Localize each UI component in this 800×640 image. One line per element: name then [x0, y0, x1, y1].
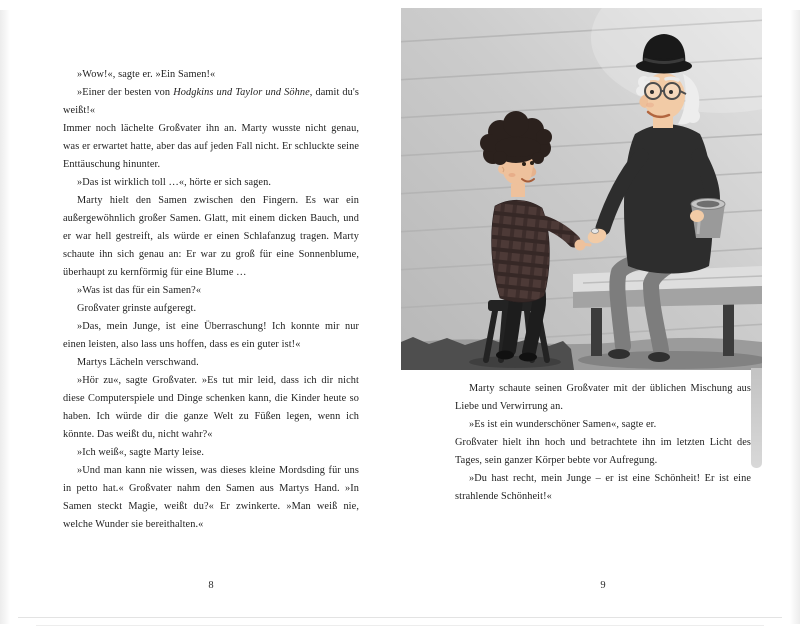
page-edge-right: [790, 10, 800, 624]
paragraph: »Das, mein Junge, ist eine Überraschung! Ich konnte mir nur einen leisten, also lass uns hoffen, dass es ein guter ist!«: [63, 321, 359, 350]
paragraph: Martys Lächeln verschwand.: [77, 357, 199, 368]
paragraph: »Was ist das für ein Samen?«: [77, 285, 202, 296]
right-text-column: [455, 380, 751, 506]
paragraph: Marty schaute seinen Großvater mit der üblichen Mischung aus Liebe und Verwirrung an.: [455, 383, 751, 412]
page-edge-bottom: [36, 625, 764, 626]
paragraph: Großvater hielt ihn hoch und betrachtete ihn im letzten Licht des Tages, sein ganzer Körper bebte vor Aufregung.: [455, 437, 751, 466]
paragraph: »Ich weiß«, sagte Marty leise.: [77, 447, 205, 458]
page-edge-left: [0, 10, 10, 624]
paragraph: »Wow!«, sagte er. »Ein Samen!«: [77, 69, 216, 80]
illustration-svg: [401, 8, 762, 370]
paragraph: »Und man kann nie wissen, was dieses kleine Mordsding für uns in petto hat.« Großvater nahm den Samen aus Martys Hand. »In Samen steckt Magie, weißt du?« Er zwinkerte. »Man weiß nie, welche Wunder sie bereithalten.«: [63, 465, 359, 530]
page-number-right: 9: [600, 580, 606, 591]
paragraph: Immer noch lächelte Großvater ihn an. Marty wusste nicht genau, was er erwartet hatte, aber das auf jeden Fall nicht. Er schluckte seine Enttäuschung hinunter.: [63, 123, 359, 170]
illustration-edge-bleed: [751, 368, 762, 468]
seed: [591, 229, 598, 234]
paragraph: Großvater grinste aufgeregt.: [77, 303, 197, 314]
illustration-grandpa-and-marty: [401, 8, 762, 370]
page-edge-bottom: [18, 617, 782, 618]
paragraph: »Du hast recht, mein Junge – er ist eine Schönheit! Er ist eine strahlende Schönheit!«: [455, 473, 751, 502]
paragraph: Marty hielt den Samen zwischen den Fingern. Es war ein außergewöhnlich großer Samen. Glatt, mit einem dicken Bauch, und er war hell gestreift, als würde er einen Schlafanzug tragen. Marty schaute ihn sich genau an: Er war zu groß für eine Sonnenblume, überhaupt zu kernförmig für eine Blume …: [63, 195, 359, 278]
paragraph: »Einer der besten von Hodgkins und Taylor und Söhne, damit du's weißt!«: [63, 87, 359, 116]
paragraph: »Es ist ein wunderschöner Samen«, sagte er.: [469, 419, 657, 430]
page-number-left: 8: [208, 580, 214, 591]
paragraph: »Das ist wirklich toll …«, hörte er sich sagen.: [77, 177, 272, 188]
paragraph: »Hör zu«, sagte Großvater. »Es tut mir leid, dass ich dir nicht diese Computerspiele und Dinge schenken kann, die Kinder heute so haben. Ich würde dir die ganze Welt zu Füßen legen, wenn ich könnte. Das weißt du, nicht wahr?«: [63, 375, 359, 440]
left-text-column: [63, 66, 359, 534]
